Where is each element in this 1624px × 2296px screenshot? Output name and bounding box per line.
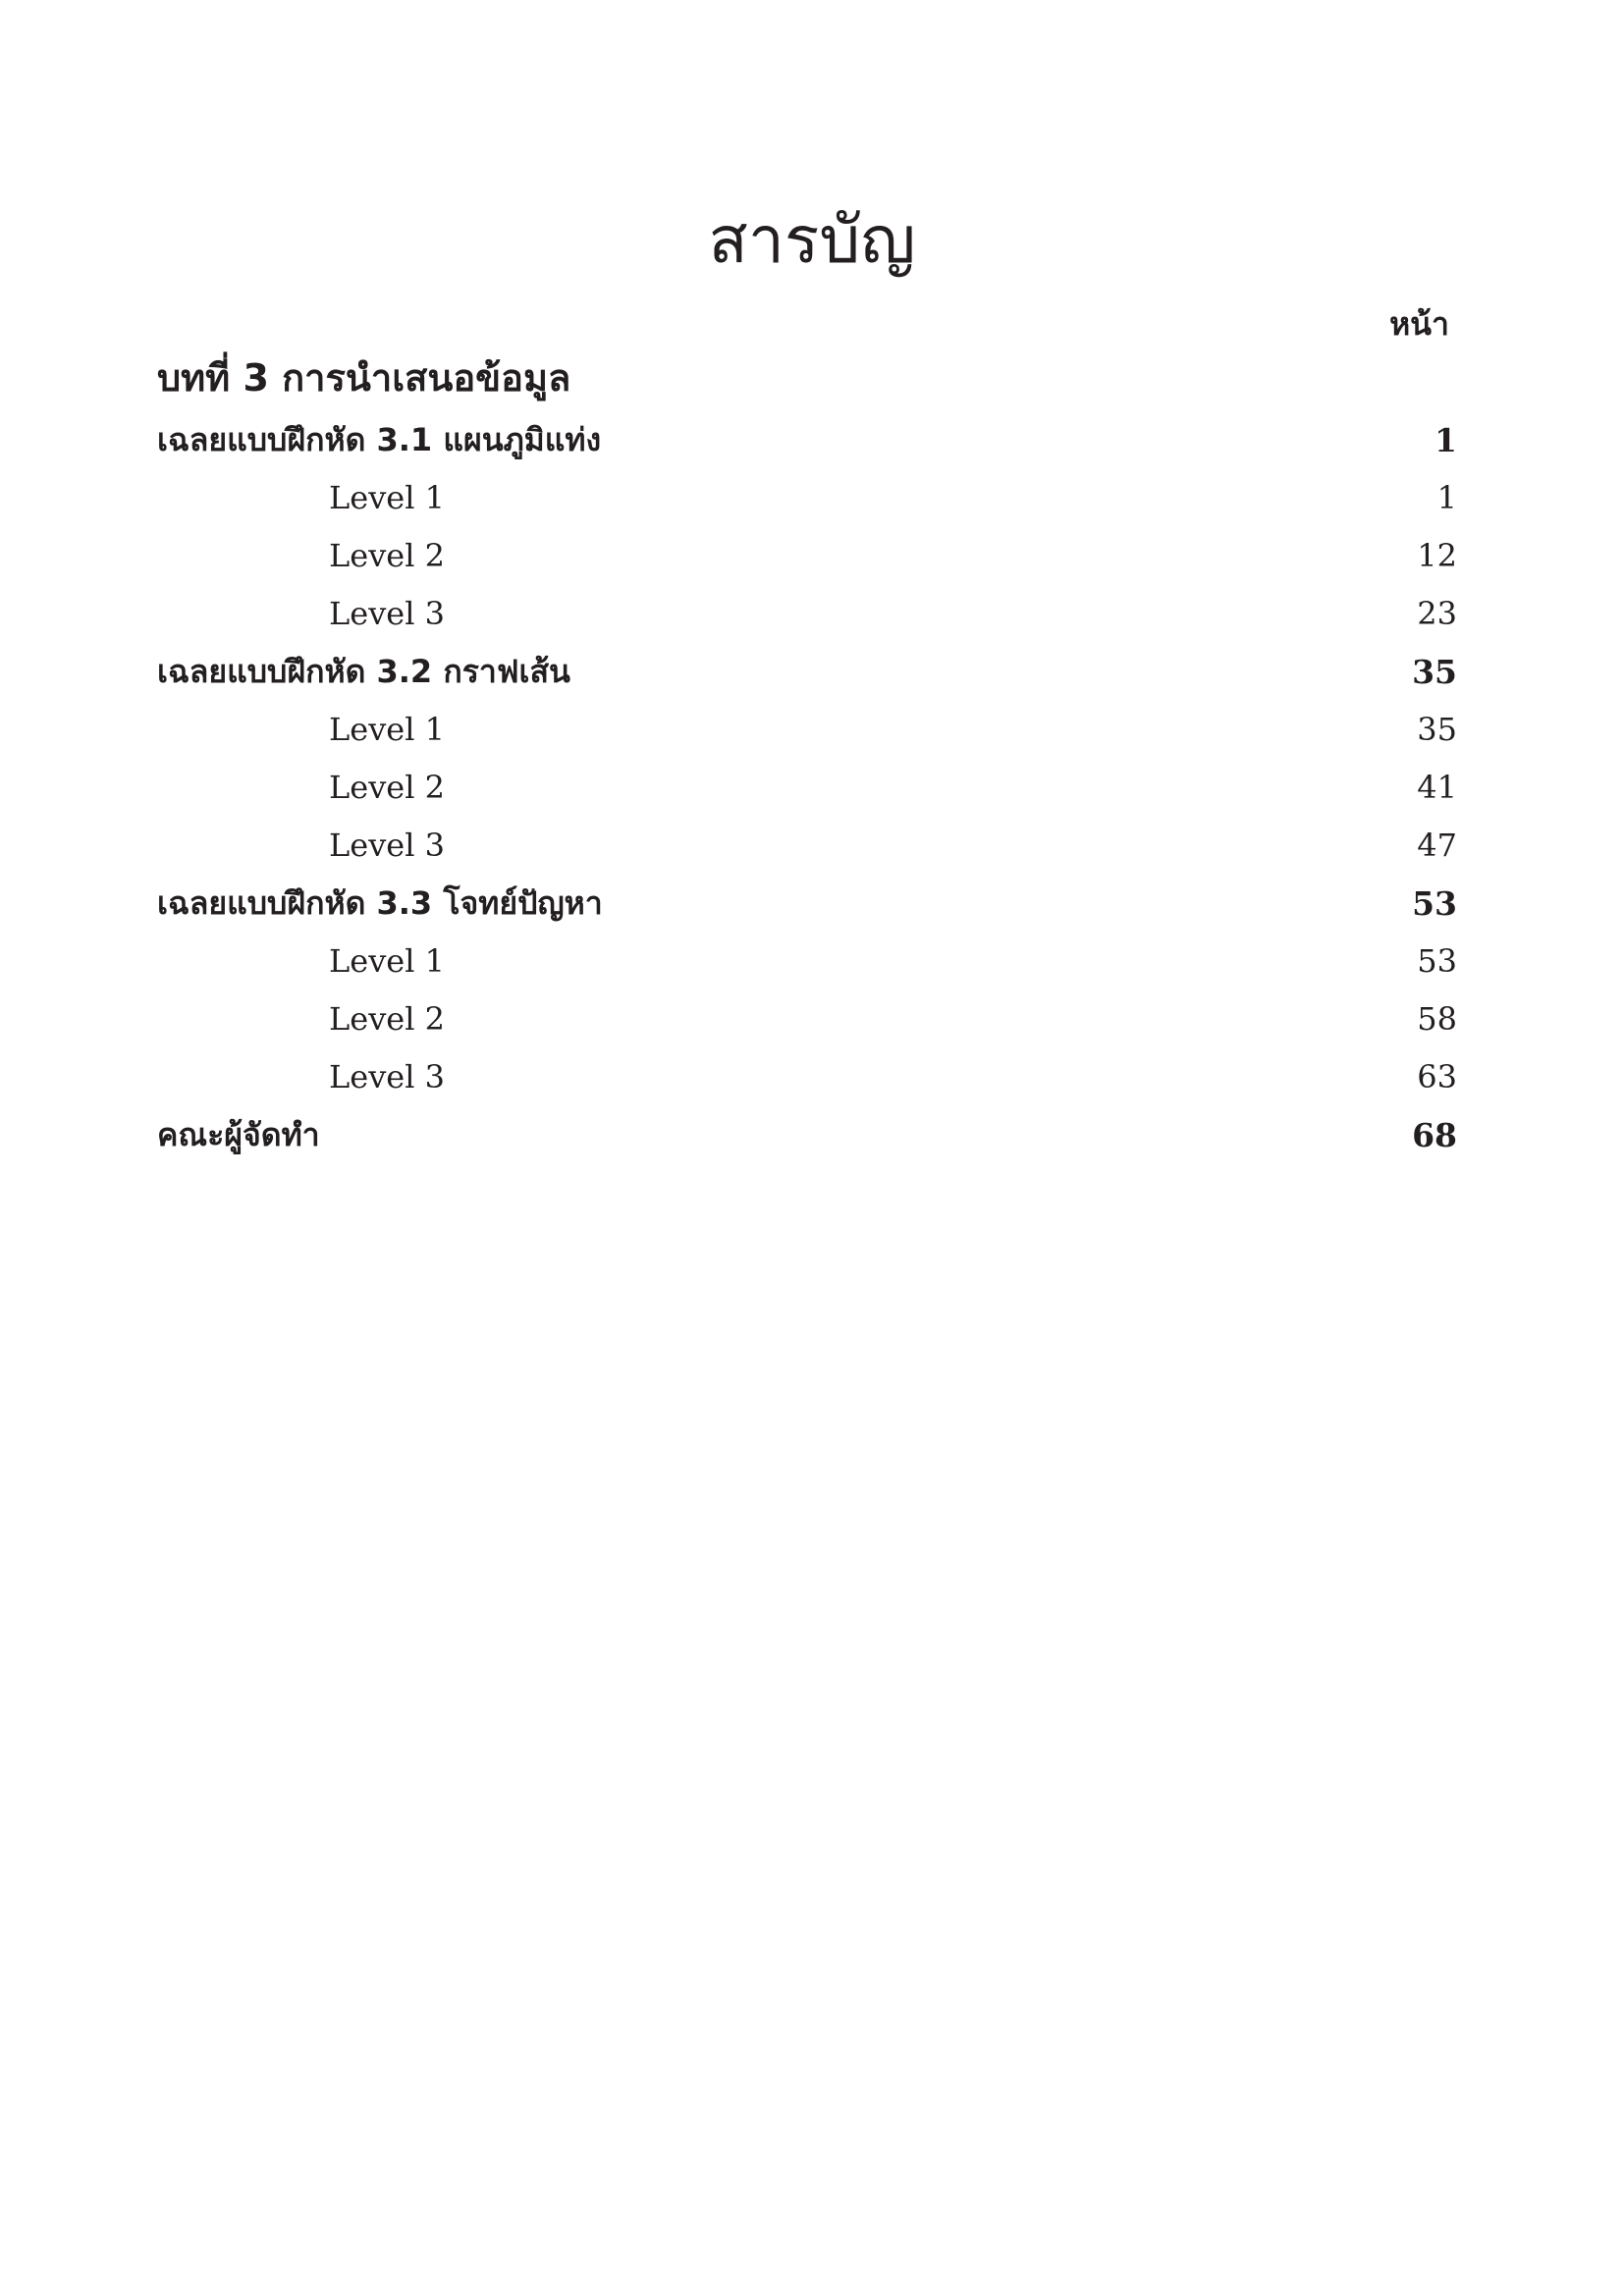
toc-entry-credits <box>157 1116 1457 1168</box>
toc-entry-exercise-3-3 <box>157 884 1457 936</box>
toc-entry-page: 58 <box>1417 1000 1457 1038</box>
toc-subentry-level-1 <box>157 479 1457 531</box>
toc-entry-label: Level 3 <box>329 827 445 864</box>
toc-entry-label: Level 2 <box>329 537 445 574</box>
toc-entry-exercise-3-1 <box>157 421 1457 473</box>
toc-subentry-level-2 <box>157 769 1457 821</box>
toc-subentry-level-2 <box>157 1000 1457 1052</box>
toc-entry-label: Level 3 <box>329 1058 445 1095</box>
toc-entry-page: 47 <box>1417 827 1457 864</box>
toc-subentry-level-1 <box>157 711 1457 763</box>
toc-entry-label: Level 3 <box>329 595 445 632</box>
toc-subentry-level-2 <box>157 537 1457 589</box>
toc-entry-page: 68 <box>1412 1116 1457 1154</box>
toc-entry-label: เฉลยแบบฝึกหัด 3.1 แผนภูมิแท่ง <box>157 421 602 458</box>
page-column-label: หน้า <box>1389 305 1449 343</box>
toc-entry-label: Level 1 <box>329 479 445 516</box>
toc-entry-label: Level 2 <box>329 1000 445 1038</box>
toc-entry-exercise-3-2 <box>157 653 1457 705</box>
toc-entry-label: Level 1 <box>329 942 445 980</box>
toc-entry-page: 23 <box>1417 595 1457 632</box>
toc-subentry-level-3 <box>157 1058 1457 1110</box>
toc-entry-page: 53 <box>1412 884 1457 923</box>
toc-entry-label: Level 2 <box>329 769 445 806</box>
toc-entry-label: เฉลยแบบฝึกหัด 3.3 โจทย์ปัญหา <box>157 884 603 922</box>
toc-entry-page: 63 <box>1417 1058 1457 1095</box>
toc-entry-page: 53 <box>1417 942 1457 980</box>
toc-entry-label: คณะผู้จัดทำ <box>157 1116 320 1153</box>
toc-subentry-level-3 <box>157 595 1457 647</box>
toc-entry-label: เฉลยแบบฝึกหัด 3.2 กราฟเส้น <box>157 653 570 690</box>
toc-subentry-level-3 <box>157 829 1457 879</box>
chapter-heading: บทที่ 3 การนำเสนอข้อมูล <box>157 356 571 400</box>
toc-entry-page: 35 <box>1417 711 1457 748</box>
toc-entry-page: 1 <box>1435 421 1457 459</box>
toc-entry-label: Level 1 <box>329 711 445 748</box>
toc-subentry-level-1 <box>157 942 1457 994</box>
toc-entry-page: 41 <box>1417 769 1457 806</box>
toc-entry-page: 12 <box>1417 537 1457 574</box>
toc-entry-page: 35 <box>1412 653 1457 691</box>
toc-entry-page: 1 <box>1436 479 1457 516</box>
page-title: สารบัญ <box>708 202 916 279</box>
